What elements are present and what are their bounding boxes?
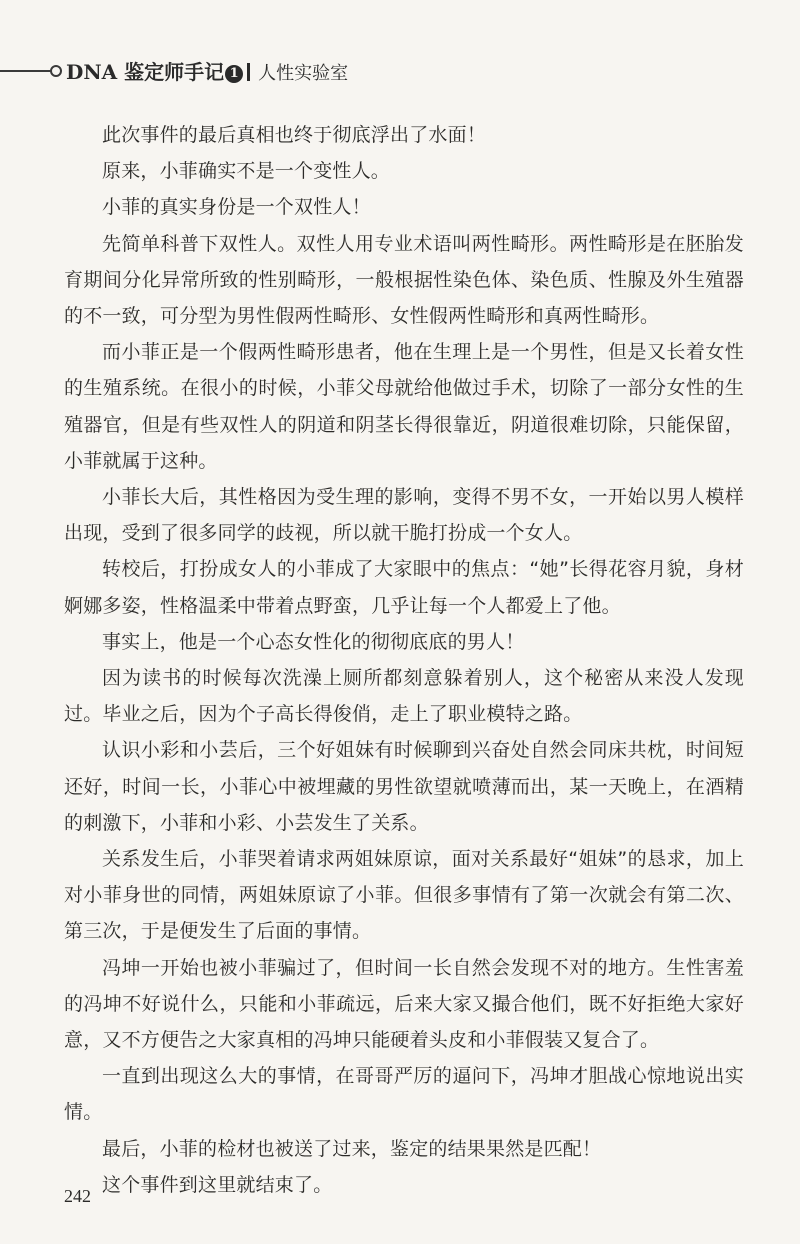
paragraph: 转校后，打扮成女人的小菲成了大家眼中的焦点：“她”长得花容月貌，身材婀娜多姿，性格温柔中带着点野蛮，几乎让每一个人都爱上了他。 bbox=[64, 558, 744, 617]
page-number: 242 bbox=[64, 1186, 91, 1206]
book-title-text: DNA 鉴定师手记 bbox=[66, 60, 225, 84]
paragraph: 事实上，他是一个心态女性化的彻彻底底的男人！ bbox=[102, 630, 525, 653]
header-ring-ornament bbox=[50, 65, 62, 77]
book-subtitle: 人性实验室 bbox=[258, 63, 349, 84]
paragraph: 小菲的真实身份是一个双性人！ bbox=[102, 196, 371, 219]
header-separator bbox=[247, 63, 250, 81]
header-rule bbox=[0, 70, 52, 72]
book-title bbox=[66, 56, 348, 85]
paragraph: 而小菲正是一个假两性畸形患者，他在生理上是一个男性，但是又长着女性的生殖系统。在很小的时候，小菲父母就给他做过手术，切除了一部分女性的生殖器官，但是有些双性人的阴道和阴茎长得很靠近，阴道很难切除，只能保留，小菲就属于这种。 bbox=[64, 341, 744, 472]
paragraph: 因为读书的时候每次洗澡上厕所都刻意躲着别人，这个秘密从来没人发现过。毕业之后，因为个子高长得俊俏，走上了职业模特之路。 bbox=[64, 667, 744, 726]
body-text bbox=[64, 117, 744, 1203]
running-header bbox=[0, 56, 800, 90]
paragraph: 冯坤一开始也被小菲骗过了，但时间一长自然会发现不对的地方。生性害羞的冯坤不好说什么，只能和小菲疏远，后来大家又撮合他们，既不好拒绝大家好意，又不方便告之大家真相的冯坤只能硬着头皮和小菲假装又复合了。 bbox=[64, 956, 744, 1052]
paragraph: 一直到出现这么大的事情，在哥哥严厉的逼问下，冯坤才胆战心惊地说出实情。 bbox=[64, 1065, 744, 1124]
paragraph: 最后，小菲的检材也被送了过来，鉴定的结果果然是匹配！ bbox=[102, 1137, 602, 1160]
paragraph: 原来，小菲确实不是一个变性人。 bbox=[102, 160, 391, 183]
paragraph: 先简单科普下双性人。双性人用专业术语叫两性畸形。两性畸形是在胚胎发育期间分化异常所致的性别畸形，一般根据性染色体、染色质、性腺及外生殖器的不一致，可分型为男性假两性畸形、女性假两性畸形和真两性畸形。 bbox=[64, 232, 744, 328]
paragraph: 认识小彩和小芸后，三个好姐妹有时候聊到兴奋处自然会同床共枕，时间短还好，时间一长，小菲心中被埋藏的男性欲望就喷薄而出，某一天晚上，在酒精的刺激下，小菲和小彩、小芸发生了关系。 bbox=[64, 739, 744, 834]
volume-badge: 1 bbox=[225, 65, 243, 83]
paragraph: 这个事件到这里就结束了。 bbox=[102, 1173, 333, 1196]
paragraph: 此次事件的最后真相也终于彻底浮出了水面！ bbox=[102, 124, 487, 146]
paragraph: 小菲长大后，其性格因为受生理的影响，变得不男不女，一开始以男人模样出现，受到了很多同学的歧视，所以就干脆打扮成一个女人。 bbox=[64, 486, 744, 545]
paragraph: 关系发生后，小菲哭着请求两姐妹原谅，面对关系最好“姐妹”的恳求，加上对小菲身世的同情，两姐妹原谅了小菲。但很多事情有了第一次就会有第二次、第三次，于是便发生了后面的事情。 bbox=[64, 848, 744, 943]
